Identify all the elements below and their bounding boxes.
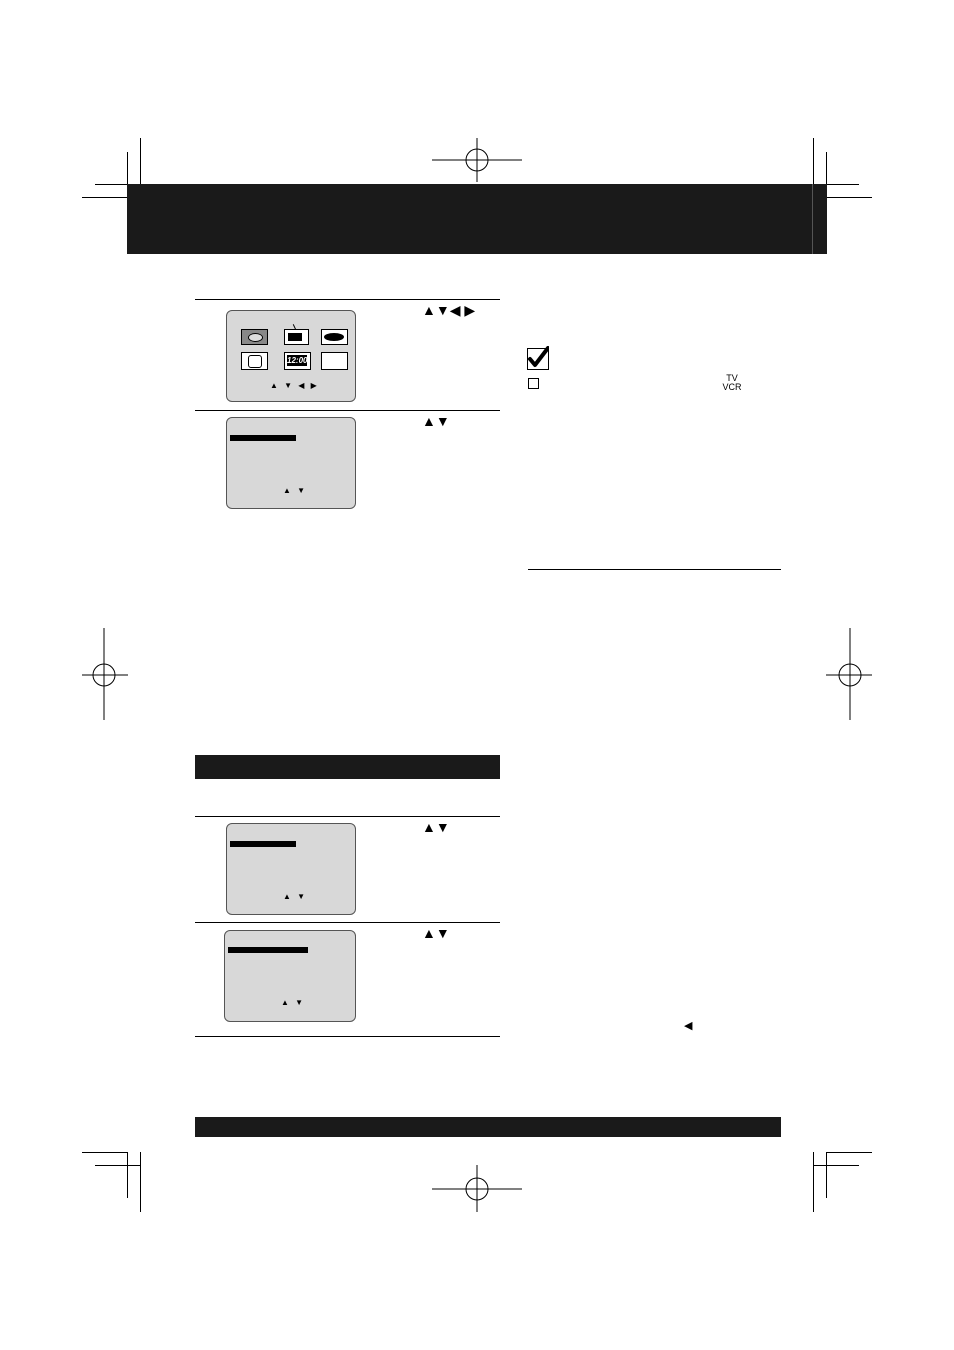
step2-screen-nav: ▲ ▼: [283, 486, 308, 495]
step2-highlight-bar: [230, 435, 296, 441]
right-column-rule: [528, 569, 781, 570]
step4-highlight-bar: [228, 947, 308, 953]
section-bar-left: [195, 755, 500, 779]
step4-screen-nav: ▲ ▼: [281, 998, 306, 1007]
step1-divider: [195, 299, 500, 300]
step1-menu-screen: [226, 310, 356, 402]
step1-button-arrows: ▲▼◀ ▶: [422, 302, 476, 318]
lips-icon: [321, 329, 348, 345]
tv-label: TV: [726, 373, 738, 383]
clock-icon: [284, 352, 311, 370]
left-arrow-icon: ◀: [684, 1020, 693, 1032]
disc-icon: [241, 329, 268, 345]
checkbox-square: [528, 378, 539, 389]
step2-divider: [195, 410, 500, 411]
step4-button-arrows: ▲▼: [422, 925, 450, 941]
step4-screen: [224, 930, 356, 1022]
footer-bar: [195, 1117, 781, 1137]
checkmark-icon: [527, 348, 549, 370]
clock-icon-text: 12:00: [287, 356, 308, 365]
step4-divider: [195, 922, 500, 923]
left-column-end-rule: [195, 1036, 500, 1037]
blank-icon: [321, 352, 348, 370]
step3-button-arrows: ▲▼: [422, 819, 450, 835]
step2-button-arrows: ▲▼: [422, 413, 450, 429]
header-bar-edge: [812, 184, 813, 254]
step2-screen: [226, 417, 356, 509]
tv-icon: [284, 329, 309, 345]
header-bar: [127, 184, 827, 254]
step3-divider: [195, 816, 500, 817]
tv-vcr-label: [719, 374, 745, 392]
step3-screen-nav: ▲ ▼: [283, 892, 308, 901]
outlet-icon: [241, 352, 268, 370]
step1-screen-nav: ▲ ▼ ◀ ▶: [270, 381, 319, 390]
step3-highlight-bar: [230, 841, 296, 847]
step3-screen: [226, 823, 356, 915]
vcr-label: VCR: [722, 382, 742, 392]
